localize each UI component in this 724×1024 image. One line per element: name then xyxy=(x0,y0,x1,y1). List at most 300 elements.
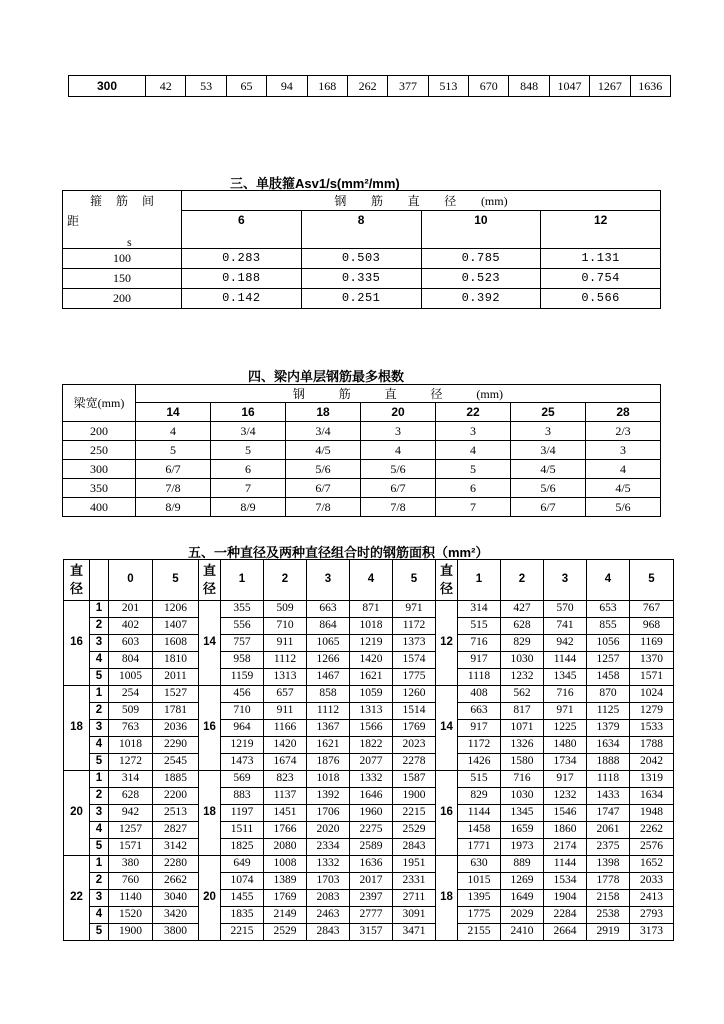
bar-count: 5 xyxy=(90,754,109,771)
table-cell: 911 xyxy=(264,703,307,720)
table-cell: 1571 xyxy=(630,669,674,686)
table-cell: 1313 xyxy=(264,669,307,686)
table-cell: 1345 xyxy=(544,669,587,686)
table-cell: 6 xyxy=(211,460,286,479)
table-cell: 1775 xyxy=(393,669,436,686)
table-cell: 2080 xyxy=(264,839,307,856)
table-row xyxy=(63,441,661,460)
table-cell: 5/6 xyxy=(286,460,361,479)
table-cell: 653 xyxy=(587,601,630,618)
table-cell: 1766 xyxy=(264,822,307,839)
table-cell: 1219 xyxy=(350,635,393,652)
row-label: 400 xyxy=(63,498,136,517)
table-cell: 3 xyxy=(436,422,511,441)
table-cell: 380 xyxy=(109,856,153,873)
table-cell: 1574 xyxy=(393,652,436,669)
corner-char: s xyxy=(127,234,132,249)
table-cell: 1206 xyxy=(153,601,199,618)
bar-count: 2 xyxy=(90,703,109,720)
group-diameter: 20 xyxy=(199,856,221,941)
table-cell: 1018 xyxy=(350,618,393,635)
table-cell: 670 xyxy=(469,76,509,97)
table-cell: 4 xyxy=(586,460,661,479)
table-row xyxy=(63,268,661,288)
area-table-continuation xyxy=(68,75,671,97)
bar-count: 3 xyxy=(90,890,109,907)
table-cell: 710 xyxy=(264,618,307,635)
table-cell: 1520 xyxy=(109,907,153,924)
table-cell: 917 xyxy=(458,720,501,737)
bar-count: 2 xyxy=(90,788,109,805)
table-cell: 1888 xyxy=(587,754,630,771)
table-cell: 1332 xyxy=(350,771,393,788)
table-cell: 2463 xyxy=(307,907,350,924)
corner-char: 间 xyxy=(141,193,154,208)
bar-count: 3 xyxy=(90,805,109,822)
table-cell: 1621 xyxy=(307,737,350,754)
table-cell: 4/5 xyxy=(511,460,586,479)
table-cell: 2033 xyxy=(630,873,674,890)
bar-count: 4 xyxy=(90,907,109,924)
table-cell: 603 xyxy=(109,635,153,652)
table-cell: 2017 xyxy=(350,873,393,890)
table-row xyxy=(64,822,674,839)
table-cell: 1398 xyxy=(587,856,630,873)
table-cell: 1788 xyxy=(630,737,674,754)
table-cell: 2149 xyxy=(264,907,307,924)
table-cell: 0.392 xyxy=(421,288,541,308)
bar-count: 1 xyxy=(90,856,109,873)
row-label: 200 xyxy=(63,288,182,308)
table-cell: 1652 xyxy=(630,856,674,873)
table-cell: 427 xyxy=(501,601,544,618)
column-header: 20 xyxy=(361,403,436,422)
header-char: 筋 xyxy=(338,386,351,401)
table-cell: 8/9 xyxy=(211,498,286,517)
table-cell: 2529 xyxy=(264,924,307,941)
header-unit: (mm) xyxy=(480,193,508,208)
table-cell: 741 xyxy=(544,618,587,635)
table-cell: 1825 xyxy=(221,839,264,856)
table-cell: 971 xyxy=(544,703,587,720)
table-cell: 5/6 xyxy=(361,460,436,479)
table-cell: 65 xyxy=(226,76,266,97)
table-cell: 1900 xyxy=(109,924,153,941)
table-cell: 1030 xyxy=(501,788,544,805)
table-cell: 0.566 xyxy=(541,288,661,308)
table-cell: 3 xyxy=(361,422,436,441)
table-cell: 1047 xyxy=(549,76,589,97)
table-cell: 1514 xyxy=(393,703,436,720)
table-cell: 2334 xyxy=(307,839,350,856)
table-cell: 1144 xyxy=(544,856,587,873)
table-cell: 1112 xyxy=(264,652,307,669)
count-header xyxy=(90,560,109,601)
table-cell: 7/8 xyxy=(286,498,361,517)
table-cell: 314 xyxy=(458,601,501,618)
column-header: 5 xyxy=(393,560,436,601)
table-cell: 1345 xyxy=(501,805,544,822)
table-cell: 1005 xyxy=(109,669,153,686)
table-cell: 2158 xyxy=(587,890,630,907)
table-cell: 1674 xyxy=(264,754,307,771)
table-cell: 2/3 xyxy=(586,422,661,441)
dia-header-text: 直径 xyxy=(69,563,83,596)
bar-count: 5 xyxy=(90,669,109,686)
row-label: 100 xyxy=(63,248,182,268)
bar-count: 5 xyxy=(90,839,109,856)
table-cell: 1608 xyxy=(153,635,199,652)
table-cell: 964 xyxy=(221,720,264,737)
table-cell: 2529 xyxy=(393,822,436,839)
column-header: 2 xyxy=(264,560,307,601)
table-cell: 0.251 xyxy=(301,288,421,308)
group-diameter: 16 xyxy=(436,771,458,856)
table-cell: 1137 xyxy=(264,788,307,805)
row-label: 300 xyxy=(63,460,136,479)
group-diameter: 18 xyxy=(64,686,90,771)
table-cell: 0.188 xyxy=(182,268,302,288)
table-row xyxy=(64,686,674,703)
table-cell: 7 xyxy=(211,479,286,498)
table-cell: 2410 xyxy=(501,924,544,941)
table-cell: 42 xyxy=(146,76,186,97)
table-cell: 2331 xyxy=(393,873,436,890)
table-cell: 1118 xyxy=(458,669,501,686)
table-cell: 2215 xyxy=(221,924,264,941)
table-cell: 1269 xyxy=(501,873,544,890)
table-cell: 663 xyxy=(458,703,501,720)
table-cell: 1159 xyxy=(221,669,264,686)
table-cell: 1876 xyxy=(307,754,350,771)
table-cell: 7/8 xyxy=(136,479,211,498)
table-cell: 1.131 xyxy=(541,248,661,268)
table-cell: 1860 xyxy=(544,822,587,839)
group-diameter: 20 xyxy=(64,771,90,856)
table-cell: 1144 xyxy=(544,652,587,669)
table-cell: 2662 xyxy=(153,873,199,890)
table-cell: 1125 xyxy=(587,703,630,720)
table-cell: 5 xyxy=(436,460,511,479)
table-cell: 1008 xyxy=(264,856,307,873)
table-cell: 767 xyxy=(630,601,674,618)
table-cell: 1769 xyxy=(264,890,307,907)
column-header: 25 xyxy=(511,403,586,422)
table-cell: 1571 xyxy=(109,839,153,856)
table-cell: 2275 xyxy=(350,822,393,839)
dia-header-text: 直径 xyxy=(202,563,216,596)
table-cell: 911 xyxy=(264,635,307,652)
table-cell: 1169 xyxy=(630,635,674,652)
table-cell: 1781 xyxy=(153,703,199,720)
table-cell: 2284 xyxy=(544,907,587,924)
table-cell: 562 xyxy=(501,686,544,703)
table-cell: 515 xyxy=(458,618,501,635)
table-cell: 1232 xyxy=(501,669,544,686)
table-cell: 456 xyxy=(221,686,264,703)
table-cell: 2280 xyxy=(153,856,199,873)
table-cell: 760 xyxy=(109,873,153,890)
table-cell: 0.335 xyxy=(301,268,421,288)
table-cell: 168 xyxy=(307,76,347,97)
table-cell: 871 xyxy=(350,601,393,618)
header-char: 直 xyxy=(407,193,420,208)
bar-count: 5 xyxy=(90,924,109,941)
table-cell: 858 xyxy=(307,686,350,703)
table-cell: 515 xyxy=(458,771,501,788)
column-header: 0 xyxy=(109,560,153,601)
table-cell: 262 xyxy=(347,76,387,97)
table-cell: 513 xyxy=(428,76,468,97)
table-header-row xyxy=(63,191,661,211)
table-row xyxy=(64,907,674,924)
table-cell: 8/9 xyxy=(136,498,211,517)
section-5-title: 五、一种直径及两种直径组合时的钢筋面积（mm²） xyxy=(188,545,489,560)
table-cell: 2413 xyxy=(630,890,674,907)
table-cell: 2513 xyxy=(153,805,199,822)
group-diameter: 16 xyxy=(64,601,90,686)
table-cell: 958 xyxy=(221,652,264,669)
table-cell: 1480 xyxy=(544,737,587,754)
table-cell: 2843 xyxy=(307,924,350,941)
table-cell: 2793 xyxy=(630,907,674,924)
table-cell: 1326 xyxy=(501,737,544,754)
table-cell: 3 xyxy=(511,422,586,441)
dia-header xyxy=(436,560,458,601)
table-cell: 763 xyxy=(109,720,153,737)
table-cell: 1511 xyxy=(221,822,264,839)
table-cell: 6 xyxy=(436,479,511,498)
table-cell: 2083 xyxy=(307,890,350,907)
column-header: 4 xyxy=(587,560,630,601)
table-cell: 1257 xyxy=(109,822,153,839)
group-diameter: 18 xyxy=(436,856,458,941)
table-cell: 2827 xyxy=(153,822,199,839)
table-cell: 1112 xyxy=(307,703,350,720)
table-cell: 1734 xyxy=(544,754,587,771)
column-header: 28 xyxy=(586,403,661,422)
table-row xyxy=(63,422,661,441)
table-row xyxy=(64,703,674,720)
table-row xyxy=(64,856,674,873)
table-cell: 3/4 xyxy=(511,441,586,460)
table-cell: 2397 xyxy=(350,890,393,907)
table-cell: 1580 xyxy=(501,754,544,771)
group-diameter: 14 xyxy=(436,686,458,771)
table-cell: 1071 xyxy=(501,720,544,737)
table-cell: 556 xyxy=(221,618,264,635)
group-diameter: 14 xyxy=(199,601,221,686)
section-3-title: 三、单肢箍Asv1/s(mm²/mm) xyxy=(230,176,400,191)
stirrup-area-table xyxy=(62,190,661,309)
bar-count: 2 xyxy=(90,873,109,890)
diameter-group-header xyxy=(182,191,661,211)
bar-count: 2 xyxy=(90,618,109,635)
table-cell: 4/5 xyxy=(586,479,661,498)
table-cell: 804 xyxy=(109,652,153,669)
table-cell: 3 xyxy=(586,441,661,460)
row-label: 200 xyxy=(63,422,136,441)
table-cell: 2290 xyxy=(153,737,199,754)
corner-cell: 梁宽(mm) xyxy=(63,385,136,422)
table-cell: 716 xyxy=(501,771,544,788)
column-header: 3 xyxy=(544,560,587,601)
table-cell: 917 xyxy=(544,771,587,788)
table-row xyxy=(64,839,674,856)
table-cell: 1392 xyxy=(307,788,350,805)
dia-header-text: 直径 xyxy=(439,563,453,596)
table-cell: 889 xyxy=(501,856,544,873)
table-cell: 1426 xyxy=(458,754,501,771)
table-cell: 1260 xyxy=(393,686,436,703)
table-cell: 355 xyxy=(221,601,264,618)
table-cell: 3142 xyxy=(153,839,199,856)
table-cell: 942 xyxy=(544,635,587,652)
table-cell: 1835 xyxy=(221,907,264,924)
column-header: 16 xyxy=(211,403,286,422)
table-cell: 2061 xyxy=(587,822,630,839)
table-cell: 1703 xyxy=(307,873,350,890)
table-cell: 1706 xyxy=(307,805,350,822)
table-row xyxy=(64,601,674,618)
table-cell: 1566 xyxy=(350,720,393,737)
table-cell: 1018 xyxy=(307,771,350,788)
table-cell: 1634 xyxy=(630,788,674,805)
column-header: 3 xyxy=(307,560,350,601)
column-header: 1 xyxy=(221,560,264,601)
table-cell: 1015 xyxy=(458,873,501,890)
table-cell: 1118 xyxy=(587,771,630,788)
table-cell: 942 xyxy=(109,805,153,822)
table-cell: 1900 xyxy=(393,788,436,805)
table-cell: 2375 xyxy=(587,839,630,856)
table-cell: 1636 xyxy=(350,856,393,873)
table-cell: 1313 xyxy=(350,703,393,720)
table-cell: 569 xyxy=(221,771,264,788)
table-row xyxy=(64,652,674,669)
group-diameter: 18 xyxy=(199,771,221,856)
table-cell: 716 xyxy=(544,686,587,703)
table-cell: 1960 xyxy=(350,805,393,822)
table-cell: 917 xyxy=(458,652,501,669)
table-cell: 1319 xyxy=(630,771,674,788)
table-cell: 1267 xyxy=(590,76,630,97)
table-cell: 829 xyxy=(458,788,501,805)
table-cell: 3/4 xyxy=(211,422,286,441)
table-cell: 4 xyxy=(436,441,511,460)
table-cell: 4 xyxy=(361,441,436,460)
column-header: 22 xyxy=(436,403,511,422)
table-row xyxy=(63,479,661,498)
bar-count: 1 xyxy=(90,601,109,618)
table-cell: 254 xyxy=(109,686,153,703)
table-cell: 2664 xyxy=(544,924,587,941)
table-cell: 0.142 xyxy=(182,288,302,308)
table-cell: 3157 xyxy=(350,924,393,941)
header-char: 径 xyxy=(430,386,443,401)
group-diameter: 12 xyxy=(436,601,458,686)
table-cell: 3091 xyxy=(393,907,436,924)
table-cell: 657 xyxy=(264,686,307,703)
table-cell: 1065 xyxy=(307,635,350,652)
combined-area-table xyxy=(63,559,674,941)
table-cell: 1420 xyxy=(264,737,307,754)
table-cell: 1232 xyxy=(544,788,587,805)
table-cell: 1634 xyxy=(587,737,630,754)
table-cell: 855 xyxy=(587,618,630,635)
table-cell: 1769 xyxy=(393,720,436,737)
table-cell: 1056 xyxy=(587,635,630,652)
table-cell: 1420 xyxy=(350,652,393,669)
table-cell: 2576 xyxy=(630,839,674,856)
table-row xyxy=(64,771,674,788)
table-cell: 1018 xyxy=(109,737,153,754)
table-cell: 408 xyxy=(458,686,501,703)
corner-cell-bottom xyxy=(63,211,182,249)
group-diameter: 22 xyxy=(64,856,90,941)
bar-count: 3 xyxy=(90,635,109,652)
table-cell: 1951 xyxy=(393,856,436,873)
table-cell: 6/7 xyxy=(286,479,361,498)
table-row xyxy=(69,76,671,97)
column-header: 5 xyxy=(630,560,674,601)
table-row xyxy=(64,924,674,941)
table-cell: 2023 xyxy=(393,737,436,754)
table-cell: 570 xyxy=(544,601,587,618)
table-cell: 757 xyxy=(221,635,264,652)
table-cell: 1272 xyxy=(109,754,153,771)
table-cell: 2029 xyxy=(501,907,544,924)
bar-count: 3 xyxy=(90,720,109,737)
table-row xyxy=(64,635,674,652)
table-cell: 6/7 xyxy=(511,498,586,517)
table-cell: 1332 xyxy=(307,856,350,873)
table-cell: 7/8 xyxy=(361,498,436,517)
table-row xyxy=(64,805,674,822)
column-header: 12 xyxy=(541,211,661,249)
table-cell: 1433 xyxy=(587,788,630,805)
table-cell: 6/7 xyxy=(361,479,436,498)
dia-header xyxy=(64,560,90,601)
header-char: 直 xyxy=(384,386,397,401)
table-cell: 1144 xyxy=(458,805,501,822)
table-cell: 817 xyxy=(501,703,544,720)
table-cell: 53 xyxy=(186,76,226,97)
table-cell: 2200 xyxy=(153,788,199,805)
header-unit: (mm) xyxy=(476,386,504,401)
table-cell: 4/5 xyxy=(286,441,361,460)
table-cell: 1197 xyxy=(221,805,264,822)
column-header: 8 xyxy=(301,211,421,249)
table-cell: 402 xyxy=(109,618,153,635)
column-header: 2 xyxy=(501,560,544,601)
table-cell: 1140 xyxy=(109,890,153,907)
table-cell: 1219 xyxy=(221,737,264,754)
max-bars-table xyxy=(62,384,661,517)
table-cell: 1451 xyxy=(264,805,307,822)
table-cell: 2011 xyxy=(153,669,199,686)
column-header: 1 xyxy=(458,560,501,601)
column-header: 4 xyxy=(350,560,393,601)
table-cell: 509 xyxy=(109,703,153,720)
table-cell: 1775 xyxy=(458,907,501,924)
table-cell: 1467 xyxy=(307,669,350,686)
table-cell: 2174 xyxy=(544,839,587,856)
row-label: 350 xyxy=(63,479,136,498)
row-label: 250 xyxy=(63,441,136,460)
table-cell: 3173 xyxy=(630,924,674,941)
table-cell: 3471 xyxy=(393,924,436,941)
